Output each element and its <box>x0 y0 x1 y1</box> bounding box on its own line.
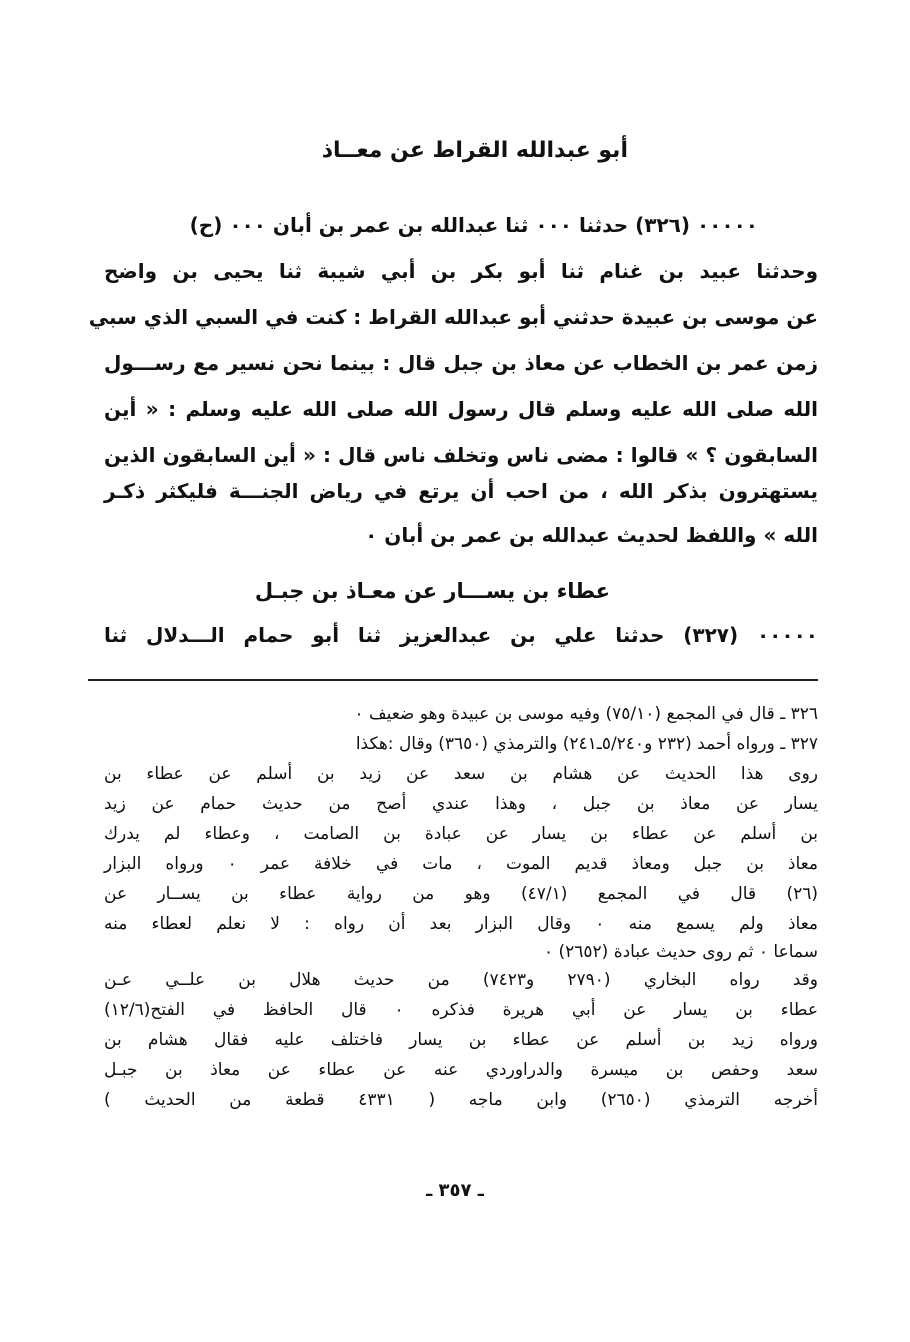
main-text-line: السابقون ؟ » قالوا : مضى ناس وتخلف ناس قال : « أين السابقون الذين <box>104 443 818 467</box>
page-number: ـ ٣٥٧ ـ <box>426 1180 484 1201</box>
footnote-continuation-line: يسار عن معاذ بن جبل ، وهذا عندي أصح من حديث حمام عن زيد <box>104 794 818 814</box>
footnote-number: ٣٢٧ ـ <box>780 734 818 754</box>
footnote-text: قال في المجمع (٧٥/١٠) وفيه موسى بن عبيدة وهو ضعيف ٠ <box>354 704 775 724</box>
footnote-continuation-line: (٢٦) قال في المجمع (٤٧/١) وهو من رواية عطاء بن يســار عن <box>104 884 818 904</box>
footnote-continuation-line: سماعا ٠ ثم روى حديث عبادة (٢٦٥٢) ٠ <box>543 942 818 962</box>
main-text-line: يستهترون بذكر الله ، من احب أن يرتع في رياض الجنـــة فليكثر ذكـر <box>104 479 818 503</box>
main-text-line: الله صلى الله عليه وسلم قال رسول الله صلى الله عليه وسلم : « أين <box>104 397 818 421</box>
main-text-line: ٠٠٠٠٠ (٣٢٧) حدثنا علي بن عبدالعزيز ثنا أبو حمام الـــدلال ثنا <box>104 623 818 647</box>
footnote-continuation-line: عطاء بن يسار عن أبي هريرة فذكره ٠ قال الحافظ في الفتح(١٢/٦) <box>104 1000 818 1020</box>
footnote-separator <box>88 679 818 681</box>
footnote-continuation-line: سعد وحفص بن ميسرة والدراوردي عنه عن عطاء عن معاذ بن جبـل <box>104 1060 818 1080</box>
main-text-line: عن موسى بن عبيدة حدثني أبو عبدالله القراط : كنت في السبي الذي سبي <box>88 305 818 329</box>
footnote-continuation-line: بن أسلم عن عطاء بن يسار عن عبادة بن الصامت ، وعطاء لم يدرك <box>104 824 818 844</box>
chapter-heading: أبو عبدالله القراط عن معــاذ <box>321 138 628 163</box>
footnote-continuation-line: أخرجه الترمذي (٢٦٥٠) وابن ماجه ( ٤٣٣١ قطعة من الحديث ) <box>104 1090 818 1110</box>
footnote-text: ورواه أحمد (٢٣٢ و٥/٢٤٠ـ٢٤١) والترمذي (٣٦٥٠) وقال :هكذا <box>355 734 775 754</box>
main-text-line: زمن عمر بن الخطاب عن معاذ بن جبل قال : بينما نحن نسير مع رســـول <box>104 351 818 375</box>
footnote-continuation-line: ورواه زيد بن أسلم عن عطاء بن يسار فاختلف عليه فقال هشام بن <box>104 1030 818 1050</box>
main-text-line: الله » واللفظ لحديث عبدالله بن عمر بن أبان ٠ <box>365 523 818 547</box>
main-text-line: ٠٠٠٠٠ (٣٢٦) حدثنا ٠٠٠ ثنا عبدالله بن عمر بن أبان ٠٠٠ (ح) <box>189 213 758 237</box>
footnote-326 <box>354 700 818 728</box>
footnote-continuation-line: معاذ ولم يسمع منه ٠ وقال البزار بعد أن رواه : لا نعلم لعطاء منه <box>104 914 819 934</box>
section-heading: عطاء بن يســـار عن معـاذ بن جبـل <box>254 579 610 603</box>
footnote-number: ٣٢٦ ـ <box>780 704 818 724</box>
footnote-continuation-line: معاذ بن جبل ومعاذ قديم الموت ، مات في خلافة عمر ٠ ورواه البزار <box>104 854 818 874</box>
main-text-line: وحدثنا عبيد بن غنام ثنا أبو بكر بن أبي شيبة ثنا يحيى بن واضح <box>104 259 818 283</box>
footnote-continuation-line: روى هذا الحديث عن هشام بن سعد عن زيد بن أسلم عن عطاء بن <box>104 764 818 784</box>
footnote-327 <box>356 730 818 758</box>
footnote-continuation-line: وقد رواه البخاري (٢٧٩٠ و٧٤٢٣) من حديث هلال بن علــي عـن <box>104 970 818 990</box>
